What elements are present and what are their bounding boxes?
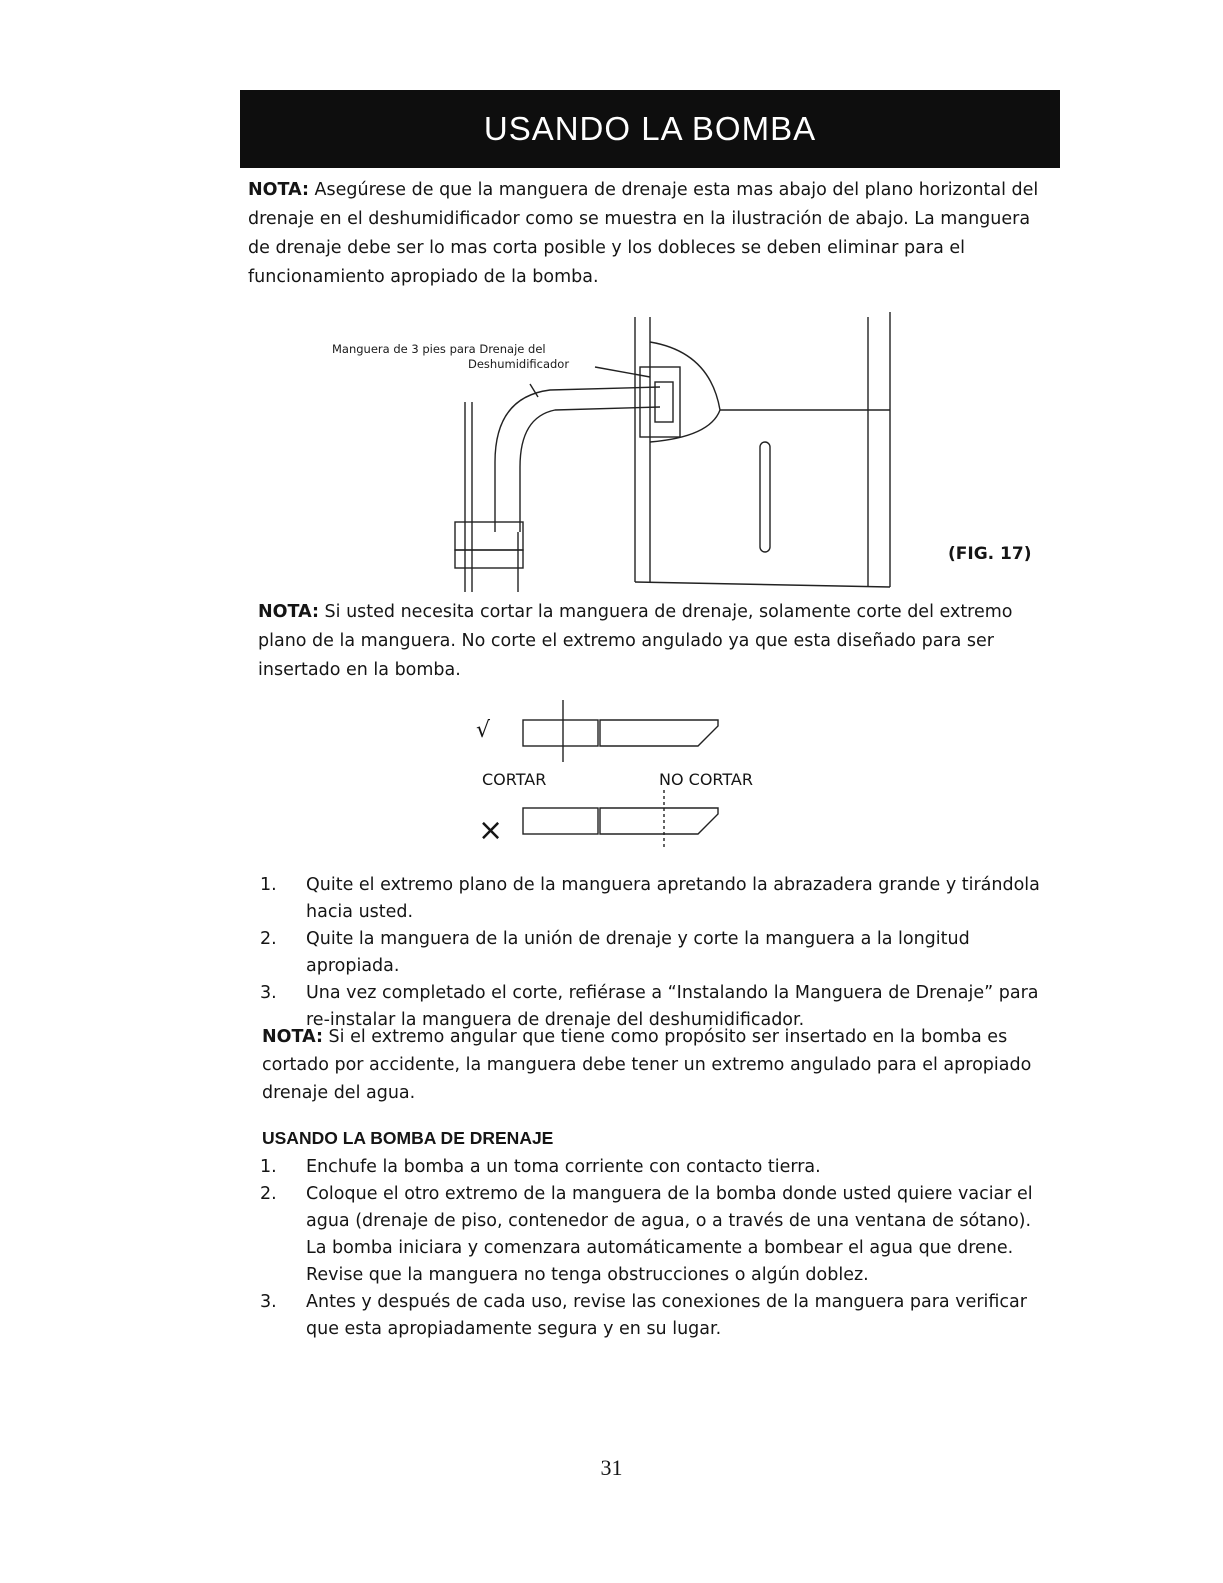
page-number: 31 xyxy=(600,1455,623,1480)
step-text: Una vez completado el corte, refiérase a “Instalando la Manguera de Drenaje” para re-instalar la manguera de drenaje del deshumidificador. xyxy=(306,983,1039,1030)
step-number: 1. xyxy=(260,1157,277,1177)
note-3 xyxy=(262,1023,1042,1107)
hose-label-line-1: Manguera de 3 pies para Drenaje del xyxy=(332,342,546,356)
no-cut-label: NO CORTAR xyxy=(659,770,753,789)
step-number: 2. xyxy=(260,1184,277,1204)
page-title: USANDO LA BOMBA xyxy=(483,110,817,147)
cut-diagram xyxy=(440,700,800,860)
list-item xyxy=(260,1289,1050,1343)
step-number: 1. xyxy=(260,875,277,895)
step-number: 3. xyxy=(260,983,277,1003)
note-1 xyxy=(248,176,1048,292)
note-1-text: Asegúrese de que la manguera de drenaje esta mas abajo del plano horizontal del drenaje en el deshumidificador como se muestra en la ilustración de abajo. La manguera de drenaje debe ser lo mas corta posible y los dobleces se deben eliminar para el funcionamiento apropiado de la bomba. xyxy=(248,180,1039,287)
note-2-label: NOTA: xyxy=(258,602,319,622)
note-2 xyxy=(258,598,1038,685)
step-text: Coloque el otro extremo de la manguera de la bomba donde usted quiere vaciar el agua (drenaje de piso, contenedor de agua, o a través de una ventana de sótano). La bomba iniciara y comenzara automáticamente a bombear el agua que drene. Revise que la manguera no tenga obstrucciones o algún doblez. xyxy=(306,1184,1033,1285)
page-title-banner xyxy=(240,90,1060,168)
figure-17 xyxy=(320,312,920,602)
figure-caption: (FIG. 17) xyxy=(948,544,1032,564)
pump-steps-list xyxy=(260,1154,1050,1343)
step-number: 2. xyxy=(260,929,277,949)
hose-label-line-2: Deshumidificador xyxy=(468,357,570,371)
list-item xyxy=(260,926,1050,980)
note-3-text: Si el extremo angular que tiene como propósito ser insertado en la bomba es cortado por accidente, la manguera debe tener un extremo angulado para el apropiado drenaje del agua. xyxy=(262,1027,1032,1103)
step-text: Antes y después de cada uso, revise las conexiones de la manguera para verificar que esta apropiadamente segura y en su lugar. xyxy=(306,1292,1027,1339)
step-text: Quite la manguera de la unión de drenaje y corte la manguera a la longitud apropiada. xyxy=(306,929,970,976)
list-item xyxy=(260,1181,1050,1289)
step-number: 3. xyxy=(260,1292,277,1312)
step-text: Enchufe la bomba a un toma corriente con contacto tierra. xyxy=(306,1157,821,1177)
note-2-text: Si usted necesita cortar la manguera de drenaje, solamente corte del extremo plano de la manguera. No corte el extremo angulado ya que esta diseñado para ser insertado en la bomba. xyxy=(258,602,1013,680)
cut-steps-list xyxy=(260,872,1050,1034)
cut-label: CORTAR xyxy=(482,770,547,789)
check-icon: √ xyxy=(476,718,491,743)
note-3-label: NOTA: xyxy=(262,1027,323,1047)
cross-icon: × xyxy=(478,813,504,848)
list-item xyxy=(260,1154,1050,1181)
list-item xyxy=(260,872,1050,926)
note-1-label: NOTA: xyxy=(248,180,309,200)
step-text: Quite el extremo plano de la manguera apretando la abrazadera grande y tirándola hacia usted. xyxy=(306,875,1040,922)
section-heading: USANDO LA BOMBA DE DRENAJE xyxy=(262,1128,554,1148)
